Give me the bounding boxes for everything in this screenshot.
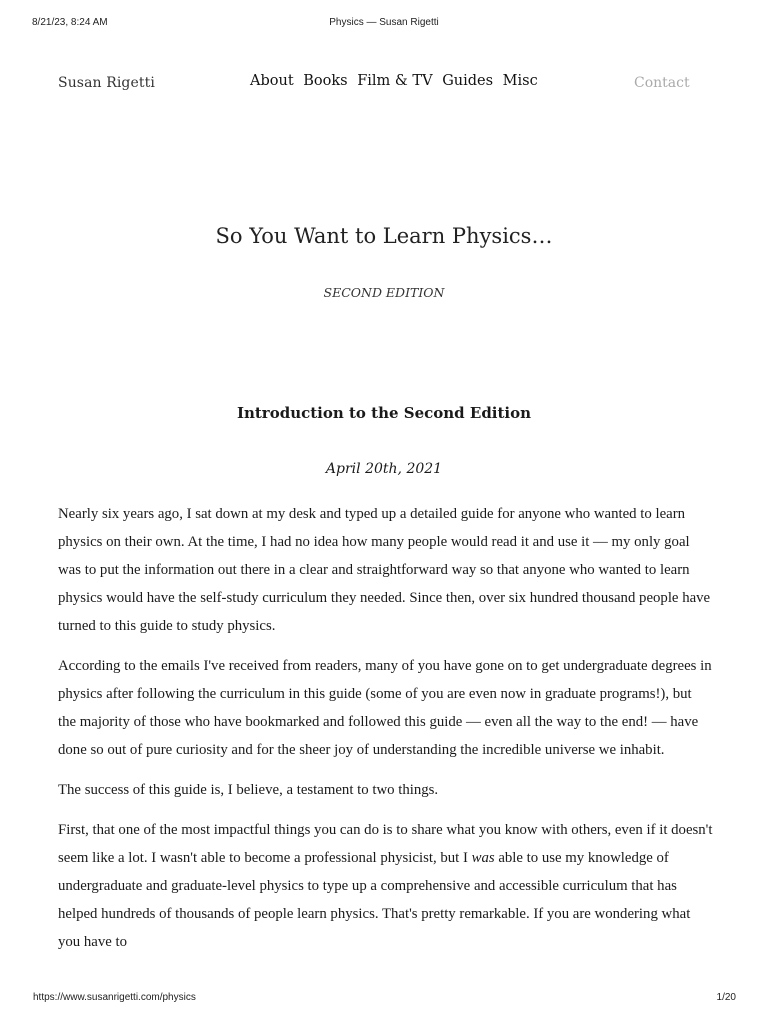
contact-link[interactable]: Contact	[634, 75, 690, 91]
nav-guides[interactable]: Guides	[442, 73, 494, 89]
paragraph-4-end: able to use my knowledge of undergraduate and graduate-level physics to type up a comprehensive and accessible curriculum that has helped hundreds of thousands of people learn physics. That's pretty remarkable. If you are wondering what you have to	[58, 850, 691, 950]
article-body	[58, 500, 713, 968]
print-header	[0, 17, 768, 31]
paragraph-4	[58, 816, 713, 956]
main-nav	[250, 73, 543, 89]
site-header	[0, 70, 768, 98]
paragraph-4-emphasis: was	[471, 850, 495, 866]
nav-books[interactable]: Books	[303, 73, 348, 89]
print-title: Physics — Susan Rigetti	[329, 17, 439, 28]
print-footer	[0, 992, 768, 1006]
paragraph-1: Nearly six years ago, I sat down at my desk and typed up a detailed guide for anyone who wanted to learn physics on their own. At the time, I had no idea how many people would read it and use it — my only goal was to put the information out there in a clear and straightforward way so that anyone who wanted to learn physics would have the self-study curriculum they needed. Since then, over six hundred thousand people have turned to this guide to study physics.	[58, 506, 711, 634]
nav-about[interactable]: About	[250, 73, 294, 89]
page-title: So You Want to Learn Physics…	[215, 224, 553, 248]
nav-misc[interactable]: Misc	[502, 73, 538, 89]
paragraph-2: According to the emails I've received from readers, many of you have gone on to get undergraduate degrees in physics after following the curriculum in this guide (some of you are even now in graduate programs!), but the majority of those who have bookmarked and followed this guide — even all the way to the end! — have done so out of pure curiosity and for the sheer joy of understanding the incredible universe we inhabit.	[58, 658, 712, 758]
nav-film-tv[interactable]: Film & TV	[357, 73, 433, 89]
print-page-number: 1/20	[716, 992, 736, 1003]
print-url: https://www.susanrigetti.com/physics	[33, 992, 196, 1003]
section-date: April 20th, 2021	[325, 461, 443, 477]
paragraph-3: The success of this guide is, I believe, a testament to two things.	[58, 782, 439, 798]
print-date: 8/21/23, 8:24 AM	[32, 17, 108, 28]
page-subtitle: SECOND EDITION	[323, 285, 445, 300]
paragraph-4-start: First, that one of the most impactful things you can do is to share what you know with others, even if it doesn't seem like a lot. I wasn't able to become a professional physicist, but I	[58, 822, 713, 866]
section-heading: Introduction to the Second Edition	[236, 404, 532, 422]
site-title-link[interactable]: Susan Rigetti	[58, 75, 155, 91]
